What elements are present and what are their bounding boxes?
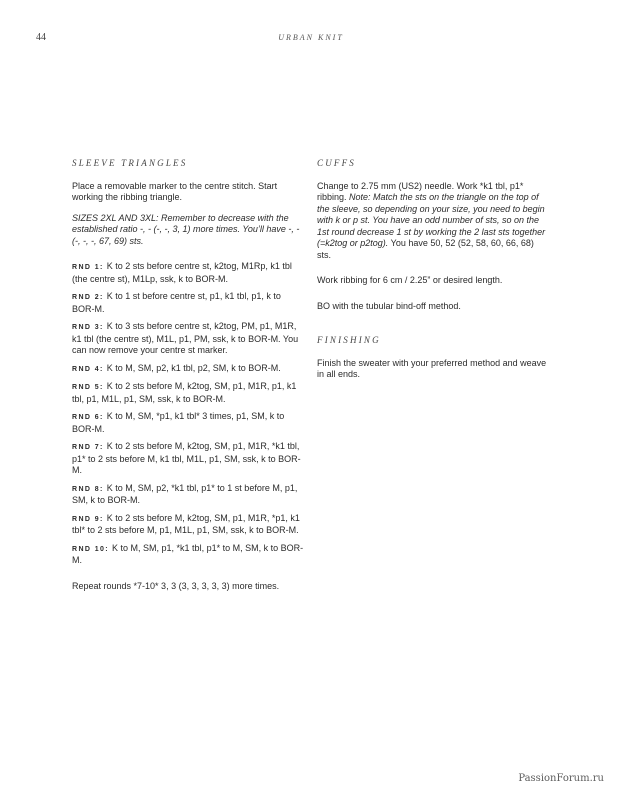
round-item [72, 363, 304, 376]
rounds-list [72, 261, 304, 567]
running-head: URBAN KNIT [278, 33, 344, 42]
round-item [72, 411, 304, 435]
repeat-paragraph: Repeat rounds *7-10* 3, 3 (3, 3, 3, 3, 3) more times. [72, 580, 280, 591]
round-label: RND 3: [72, 324, 104, 331]
cuffs-heading: CUFFS [317, 158, 356, 168]
round-item [72, 321, 304, 357]
round-item [72, 261, 304, 285]
cuffs-note: Note: Match the sts on the triangle on the top of the sleeve, so depending on your size, you need to begin with k or p st. You have an odd number of sts, so on the 1st round decrease 1 st by working the 2 last sts together (=k2tog or p2tog). [317, 192, 546, 248]
round-item [72, 543, 304, 567]
cuffs-instruction: Change to 2.75 mm (US2) needle. Work *k1 tbl, p1* ribbing. [317, 180, 524, 202]
cuffs-stitch-count: You have 50, 52 (52, 58, 60, 66, 68) sts. [317, 238, 534, 260]
round-text: K to 2 sts before centre st, k2tog, M1Rp, k1 tbl (the centre st), M1Lp, ssk, k to BOR-M. [72, 261, 292, 284]
cuffs-paragraph-1 [317, 181, 547, 262]
finishing-heading: FINISHING [317, 335, 381, 345]
round-text: K to 3 sts before centre st, k2tog, PM, p1, M1R, k1 tbl (the centre st), M1L, p1, PM, ssk, k to BOR-M. You can now remove your centre st marker. [72, 321, 299, 355]
round-item [72, 381, 304, 405]
round-text: K to 1 st before centre st, p1, k1 tbl, p1, k to BOR-M. [72, 291, 281, 314]
intro-paragraph: Place a removable marker to the centre stitch. Start working the ribbing triangle. [72, 180, 278, 202]
round-label: RND 8: [72, 485, 104, 493]
sizes-note: SIZES 2XL AND 3XL: Remember to decrease with the established ratio -, - (-, -, 3, 1) more times. You’ll have -, - (-, -, -, 67, 69) sts. [72, 212, 300, 246]
round-text: K to 2 sts before M, k2tog, SM, p1, M1R, *k1 tbl, p1* to 2 sts before M, k1 tbl, M1L, p1, SM, ssk, k to BOR-M. [72, 441, 301, 475]
right-column [317, 158, 547, 390]
round-label: RND 6: [72, 414, 104, 421]
cuffs-paragraph-2: Work ribbing for 6 cm / 2.25” or desired length. [317, 275, 503, 285]
round-label: RND 2: [72, 294, 104, 301]
sleeve-triangles-heading: SLEEVE TRIANGLES [72, 158, 188, 168]
round-label: RND 5: [72, 384, 104, 391]
left-column [72, 158, 304, 601]
round-text: K to M, SM, p2, k1 tbl, p2, SM, k to BOR-M. [106, 362, 281, 373]
watermark: PassionForum.ru [518, 773, 604, 784]
round-label: RND 9: [72, 515, 104, 523]
page-number: 44 [36, 32, 46, 43]
round-item [72, 291, 304, 315]
round-text: K to M, SM, *p1, k1 tbl* 3 times, p1, SM, k to BOR-M. [72, 411, 285, 434]
round-text: K to 2 sts before M, k2tog, SM, p1, M1R, p1, k1 tbl, p1, M1L, p1, SM, ssk, k to BOR-M. [72, 381, 297, 404]
cuffs-paragraph-3: BO with the tubular bind-off method. [317, 300, 461, 311]
finishing-paragraph: Finish the sweater with your preferred method and weave in all ends. [317, 357, 547, 379]
round-text: K to M, SM, p2, *k1 tbl, p1* to 1 st before M, p1, SM, k to BOR-M. [72, 482, 298, 505]
round-label: RND 7: [72, 444, 104, 451]
round-item [72, 441, 304, 477]
round-item [72, 483, 304, 507]
round-label: RND 4: [72, 365, 104, 373]
round-text: K to M, SM, p1, *k1 tbl, p1* to M, SM, k to BOR-M. [72, 542, 304, 565]
round-label: RND 10: [72, 545, 110, 553]
round-item [72, 513, 304, 537]
round-label: RND 1: [72, 264, 104, 271]
round-text: K to 2 sts before M, k2tog, SM, p1, M1R, *p1, k1 tbl* to 2 sts before M, p1, M1L, p1, SM, ssk, k to BOR-M. [72, 512, 300, 535]
